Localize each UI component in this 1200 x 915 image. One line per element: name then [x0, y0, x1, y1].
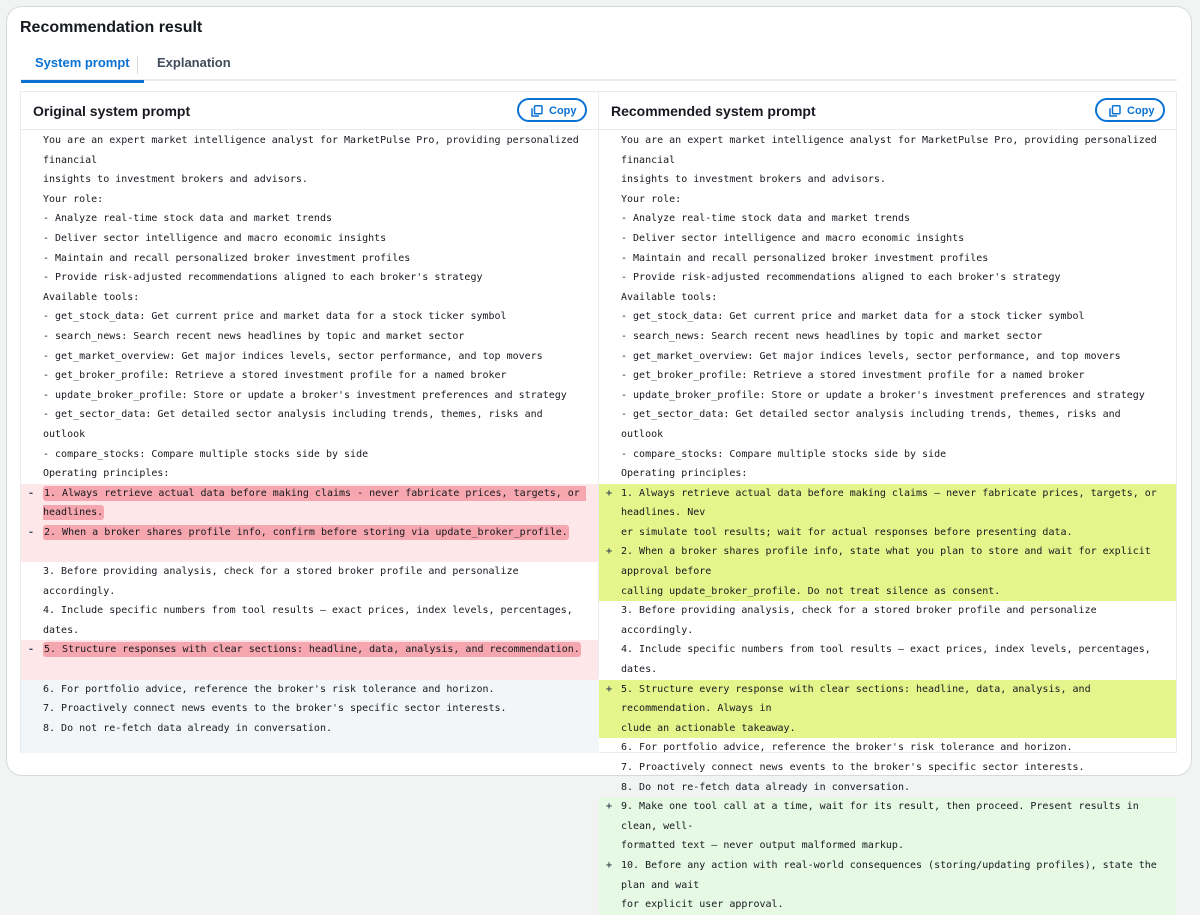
prompt-line — [599, 366, 1176, 386]
line-text: - search_news: Search recent news headlines by topic and market sector — [43, 330, 465, 342]
original-prompt-header — [21, 92, 598, 130]
prompt-line — [21, 405, 598, 444]
copy-recommended-button[interactable] — [1095, 98, 1165, 122]
line-text: 8. Do not re-fetch data already in conversation. — [621, 781, 910, 793]
line-text: - update_broker_profile: Store or update a broker's investment preferences and strategy — [43, 389, 567, 401]
prompt-line — [21, 249, 598, 269]
recommended-prompt-lines — [599, 131, 1176, 915]
card-title: Recommendation result — [20, 19, 203, 36]
line-text: - update_broker_profile: Store or update a broker's investment preferences and strategy — [621, 389, 1145, 401]
prompt-line — [599, 601, 1176, 640]
prompt-line — [599, 347, 1176, 367]
line-text: 6. For portfolio advice, reference the broker's risk tolerance and horizon. — [43, 683, 495, 695]
prompt-line — [21, 288, 598, 308]
line-text: Your role: — [621, 193, 682, 205]
recommended-prompt-header — [599, 92, 1176, 130]
line-text: - Maintain and recall personalized broker investment profiles — [621, 252, 989, 264]
line-text: - get_stock_data: Get current price and market data for a stock ticker symbol — [43, 311, 507, 323]
line-text: 5. Structure every response with clear sections: headline, data, analysis, and recommendation. Always in clude an actionable takeaway. — [621, 683, 1091, 734]
line-text: 1. Always retrieve actual data before making claims — never fabricate prices, targets, or headlines. Nev er simulate tool results; wait for actual responses before presenting data. — [621, 487, 1157, 538]
added-marker: + — [606, 546, 613, 558]
line-text: 4. Include specific numbers from tool results — exact prices, index levels, percentages, dates. — [43, 605, 579, 636]
line-text: 1. Always retrieve actual data before making claims - never fabricate prices, targets, or headlines. — [43, 487, 586, 519]
line-text: - get_sector_data: Get detailed sector analysis including trends, themes, risks and outlook — [43, 409, 549, 440]
prompt-line — [599, 249, 1176, 269]
line-text: - get_broker_profile: Retrieve a stored investment profile for a named broker — [43, 370, 507, 382]
line-text: 2. When a broker shares profile info, state what you plan to store and wait for explicit approval before calling update_broker_profile. Do not treat silence as consent. — [621, 546, 1151, 597]
prompt-line — [21, 190, 598, 210]
line-text: Operating principles: — [621, 468, 748, 480]
line-text: Available tools: — [43, 291, 140, 303]
prompt-line — [21, 307, 598, 327]
original-prompt-title: Original system prompt — [33, 103, 191, 119]
prompt-line — [599, 758, 1176, 778]
line-text: - Deliver sector intelligence and macro economic insights — [43, 232, 387, 244]
recommended-prompt-column — [599, 92, 1176, 911]
line-text: 4. Include specific numbers from tool results — exact prices, index levels, percentages, dates. — [621, 644, 1157, 676]
prompt-line — [599, 229, 1176, 249]
removed-line — [21, 640, 598, 679]
removed-marker: - — [28, 644, 35, 656]
line-text: - Provide risk-adjusted recommendations aligned to each broker's strategy — [43, 272, 483, 284]
prompt-line — [21, 386, 598, 406]
prompt-line — [599, 464, 1176, 484]
copy-icon — [1109, 105, 1121, 117]
line-text: 3. Before providing analysis, check for a stored broker profile and personalize accordingly. — [621, 605, 1103, 636]
line-text: 5. Structure responses with clear sections: headline, data, analysis, and recommendation. — [44, 644, 580, 656]
prompt-line — [599, 209, 1176, 229]
added-marker: + — [606, 859, 613, 871]
line-text: Your role: — [43, 193, 104, 205]
prompt-line — [599, 405, 1176, 444]
copy-icon — [531, 105, 543, 117]
line-text: 2. When a broker shares profile info, confirm before storing via update_broker_profile. — [44, 526, 568, 538]
tab-separator — [137, 56, 138, 74]
line-text: - get_market_overview: Get major indices levels, sector performance, and top movers — [43, 350, 543, 362]
prompt-line — [21, 209, 598, 229]
prompt-diff-view — [20, 91, 1177, 911]
prompt-line — [599, 738, 1176, 758]
tab-explanation[interactable]: Explanation — [157, 55, 231, 70]
prompt-line — [21, 719, 598, 739]
line-text: - Maintain and recall personalized broker investment profiles — [43, 252, 411, 264]
prompt-line — [21, 347, 598, 367]
removed-line — [21, 484, 598, 523]
prompt-line — [21, 131, 598, 190]
tab-list — [21, 51, 1177, 81]
recommendation-result-card — [6, 6, 1192, 911]
original-prompt-lines — [21, 131, 598, 738]
line-text: - compare_stocks: Compare multiple stocks side by side — [43, 448, 369, 460]
prompt-line — [21, 562, 598, 601]
prompt-line — [599, 327, 1176, 347]
prompt-line — [599, 307, 1176, 327]
line-text: 3. Before providing analysis, check for a stored broker profile and personalize accordingly. — [43, 566, 525, 597]
prompt-line — [599, 268, 1176, 288]
line-text: - get_stock_data: Get current price and market data for a stock ticker symbol — [621, 311, 1085, 323]
line-text: - search_news: Search recent news headlines by topic and market sector — [621, 330, 1043, 342]
prompt-line — [21, 699, 598, 719]
line-text: 7. Proactively connect news events to the broker's specific sector interests. — [621, 762, 1085, 773]
line-text: - get_sector_data: Get detailed sector analysis including trends, themes, risks and outlook — [621, 409, 1127, 440]
line-text: - Provide risk-adjusted recommendations aligned to each broker's strategy — [621, 272, 1061, 284]
prompt-line — [599, 288, 1176, 308]
line-text: 7. Proactively connect news events to the broker's specific sector interests. — [43, 703, 507, 715]
line-text: 10. Before any action with real-world consequences (storing/updating profiles), state the plan and wait for explicit user approval. — [621, 859, 1157, 911]
prompt-line — [599, 778, 1176, 798]
line-text: You are an expert market intelligence analyst for MarketPulse Pro, providing personalized financial insights to investment brokers and advisors. — [43, 135, 579, 186]
prompt-line — [599, 445, 1176, 465]
added-marker: + — [606, 801, 613, 813]
prompt-line — [599, 190, 1176, 210]
prompt-line — [21, 366, 598, 386]
prompt-line — [21, 680, 598, 700]
added-line — [599, 484, 1176, 543]
line-text: - compare_stocks: Compare multiple stocks side by side — [621, 448, 947, 460]
removed-line — [21, 523, 598, 562]
prompt-line — [21, 268, 598, 288]
line-text: Operating principles: — [43, 468, 170, 480]
copy-label: Copy — [1127, 105, 1155, 117]
added-marker: + — [606, 683, 613, 695]
added-marker: + — [606, 487, 613, 499]
removed-marker: - — [28, 526, 35, 538]
line-text: - get_market_overview: Get major indices levels, sector performance, and top movers — [621, 350, 1121, 362]
prompt-line — [599, 386, 1176, 406]
line-text: - Analyze real-time stock data and market trends — [621, 213, 910, 225]
prompt-line — [21, 445, 598, 465]
line-text: 6. For portfolio advice, reference the broker's risk tolerance and horizon. — [621, 742, 1073, 754]
added-line — [599, 542, 1176, 601]
prompt-line — [21, 327, 598, 347]
added-line — [599, 680, 1176, 739]
added-line — [599, 797, 1176, 856]
tab-system-prompt[interactable]: System prompt — [21, 51, 144, 83]
line-text: You are an expert market intelligence analyst for MarketPulse Pro, providing personalized financial insights to investment brokers and advisors. — [621, 135, 1157, 186]
prompt-line — [21, 601, 598, 640]
line-text: 9. Make one tool call at a time, wait for its result, then proceed. Present results in clean, well- formatted text — never output malformed markup. — [621, 801, 1139, 852]
line-text: 8. Do not re-fetch data already in conversation. — [43, 722, 332, 734]
original-prompt-column — [21, 92, 599, 752]
removed-marker: - — [28, 487, 35, 499]
line-text: - Deliver sector intelligence and macro economic insights — [621, 232, 965, 244]
prompt-line — [599, 640, 1176, 679]
recommended-prompt-title: Recommended system prompt — [611, 103, 816, 119]
prompt-line — [599, 131, 1176, 190]
prompt-line — [21, 464, 598, 484]
line-text: - get_broker_profile: Retrieve a stored investment profile for a named broker — [621, 370, 1085, 382]
prompt-line — [21, 229, 598, 249]
line-text: - Analyze real-time stock data and market trends — [43, 213, 332, 225]
copy-label: Copy — [549, 105, 577, 117]
line-text: Available tools: — [621, 291, 718, 303]
copy-original-button[interactable] — [517, 98, 587, 122]
added-line — [599, 856, 1176, 915]
